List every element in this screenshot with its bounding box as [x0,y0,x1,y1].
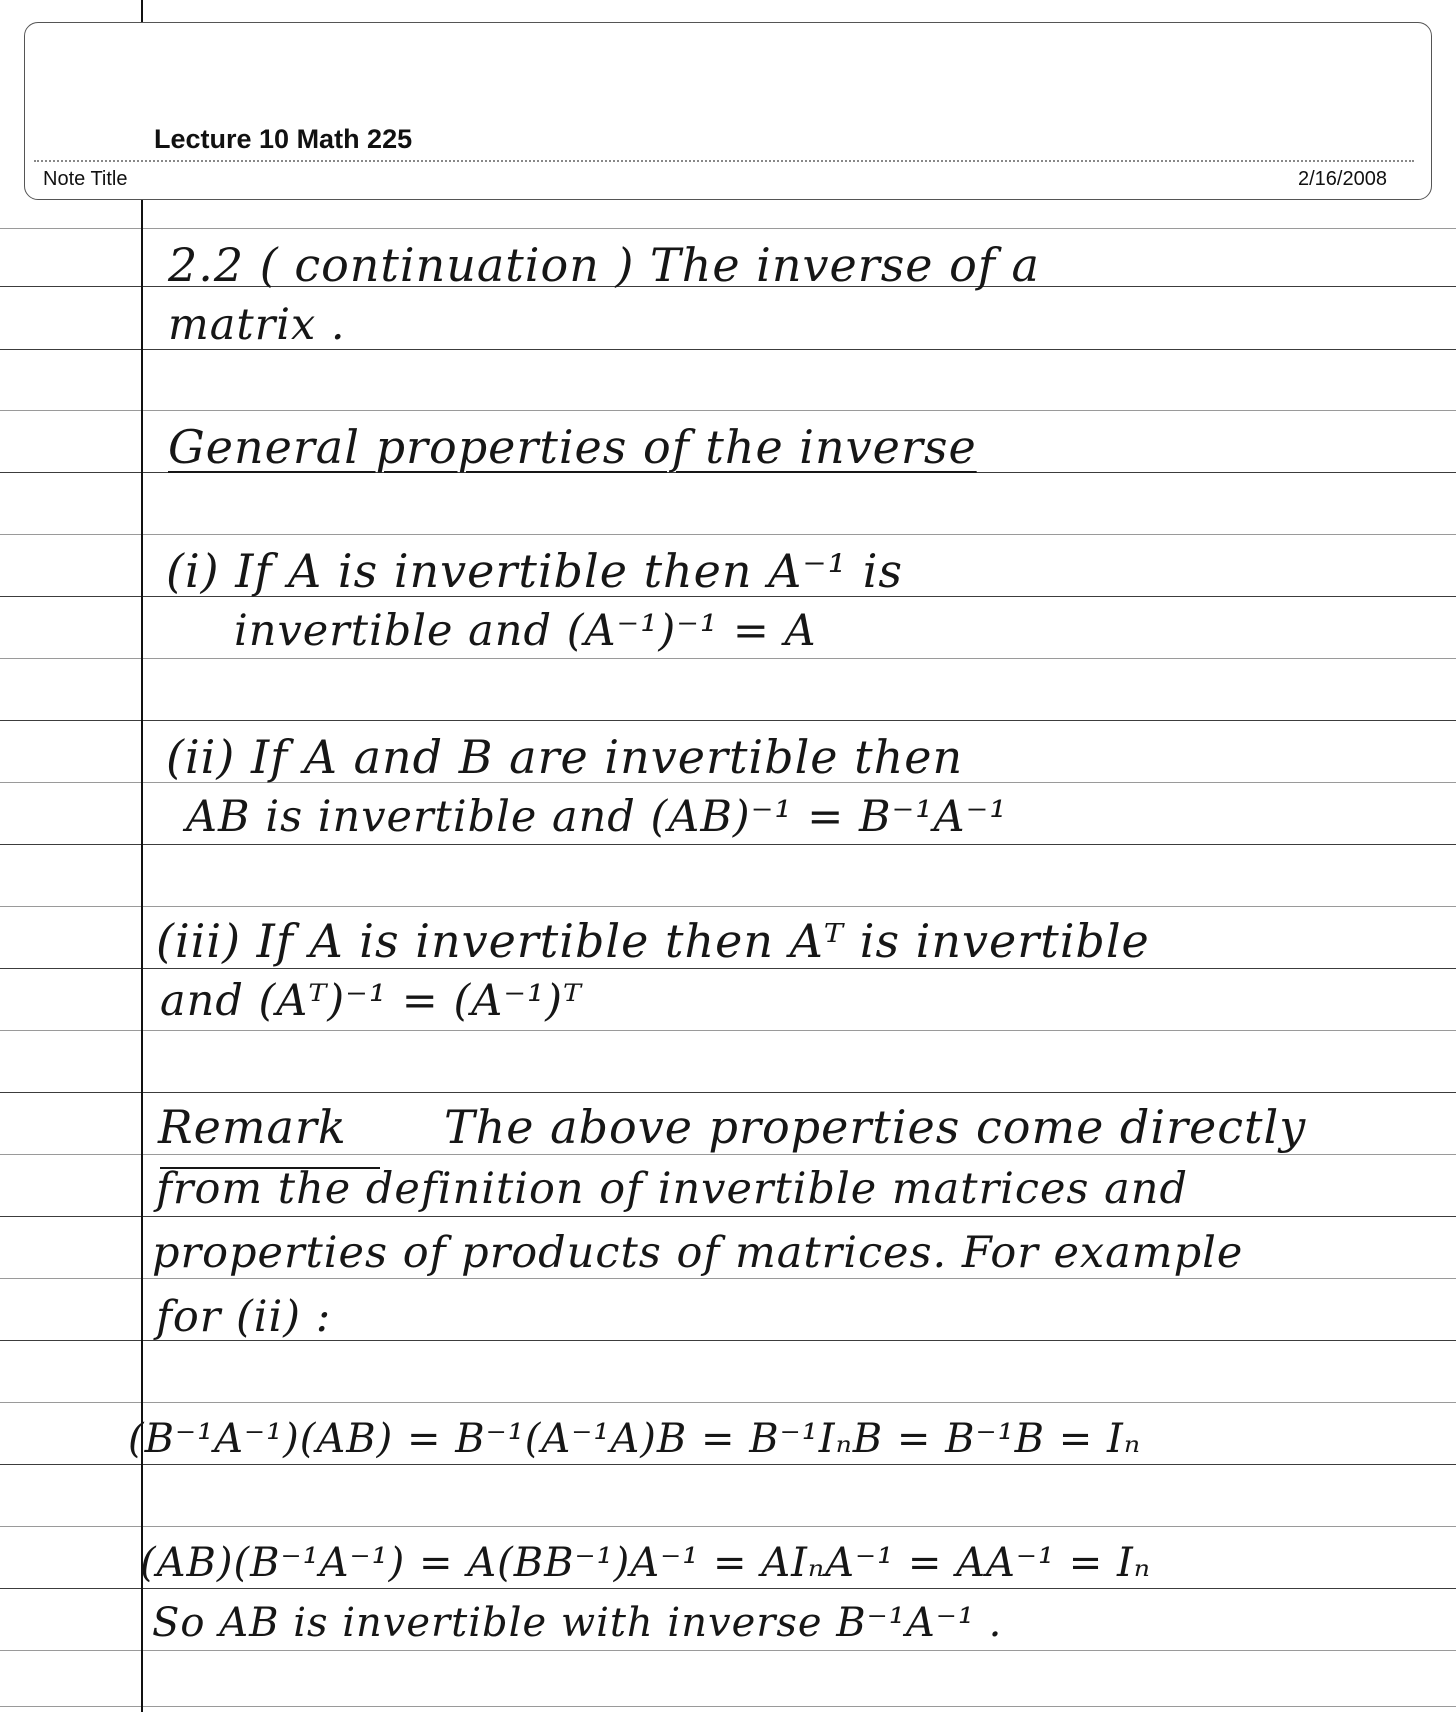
ruled-line [0,1464,1456,1465]
remark-line-4: for (ii) : [156,1292,332,1342]
ruled-line [0,534,1456,535]
ruled-line [0,410,1456,411]
note-header [24,22,1432,200]
equation-1: (B⁻¹A⁻¹)(AB) = B⁻¹(A⁻¹A)B = B⁻¹IₙB = B⁻¹B = Iₙ [128,1416,1142,1462]
ruled-line [0,720,1456,721]
ruled-line [0,1650,1456,1651]
property-1-line-1: (i) If A is invertible then A⁻¹ is [166,544,904,598]
header-divider [34,160,1414,162]
note-date: 2/16/2008 [1298,168,1387,190]
ruled-line [0,228,1456,229]
remark-line-1: The above properties come directly [444,1100,1307,1154]
ruled-line [0,1030,1456,1031]
ruled-line [0,1588,1456,1589]
ruled-line [0,1216,1456,1217]
property-2-line-2: AB is invertible and (AB)⁻¹ = B⁻¹A⁻¹ [186,792,1008,842]
ruled-line [0,1526,1456,1527]
ruled-line [0,906,1456,907]
conclusion-line: So AB is invertible with inverse B⁻¹A⁻¹ . [152,1600,1003,1646]
ruled-line [0,968,1456,969]
ruled-line [0,1402,1456,1403]
property-3-line-2: and (Aᵀ)⁻¹ = (A⁻¹)ᵀ [160,976,583,1026]
note-title-label: Note Title [43,168,128,190]
ruled-line [0,1092,1456,1093]
heading-line-1: 2.2 ( continuation ) The inverse of a [168,238,1040,292]
ruled-line [0,1706,1456,1707]
ruled-line [0,658,1456,659]
section-title: General properties of the inverse [168,420,977,474]
equation-2: (AB)(B⁻¹A⁻¹) = A(BB⁻¹)A⁻¹ = AIₙA⁻¹ = AA⁻¹ = Iₙ [140,1540,1151,1586]
ruled-line [0,1278,1456,1279]
ruled-line [0,844,1456,845]
remark-line-2: from the definition of invertible matrices and [156,1164,1189,1214]
ruled-line [0,1154,1456,1155]
property-2-line-1: (ii) If A and B are invertible then [166,730,964,784]
property-3-line-1: (iii) If A is invertible then Aᵀ is invertible [156,914,1150,968]
property-1-line-2: invertible and (A⁻¹)⁻¹ = A [234,606,817,656]
remark-label: Remark [158,1100,347,1154]
heading-line-2: matrix . [168,300,346,350]
remark-line-3: properties of products of matrices. For example [152,1228,1244,1278]
note-title[interactable]: Lecture 10 Math 225 [154,124,413,154]
